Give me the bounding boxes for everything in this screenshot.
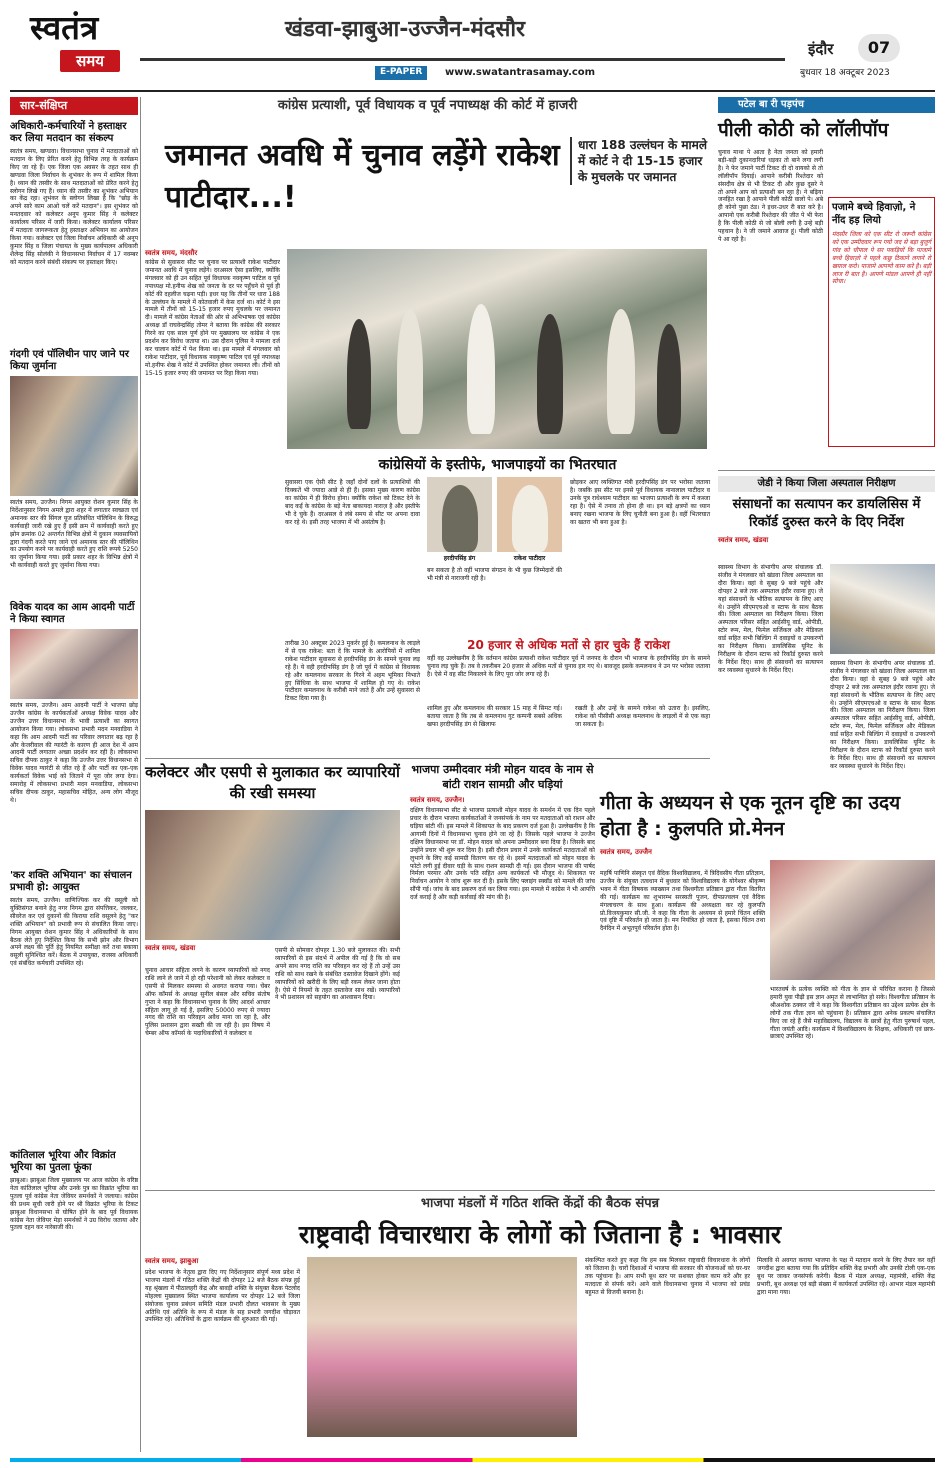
photo-figure: [397, 309, 423, 434]
gita-photo: [770, 860, 935, 980]
header-rule: [10, 90, 935, 92]
brief-photo: [10, 376, 138, 496]
collector-story: [145, 762, 400, 1187]
lead-text-col1: कांग्रेस से सुवासरा सीट पर चुनाव पर प्रत्याशी राकेश पाटीदार जमानत अवधि में चुनाव लड़ेंगे। दरअसल ऐसा इसलिए, क्योंकि मंगलवार को ही उन सहित पूर्व विधायक नवकृष्ण पाटिल व पूर्व नपाध्यक्ष मो.हनीफ शेख को जनता के दर पर पहुँचने से पूर्व ही कोर्ट की दहलीज चढ़ना पड़ी। इधर यह कि तीनों पर धारा 188 के उल्लंघन के मामले में कोतवाली में केस दर्ज था। कोर्ट ने इस मामले में तीनों को 15-15 हजार रुपए मुचलके पर जमानत दी। मामले में कांग्रेस नेताओं की ओर से अभिभाषक एवं कांग्रेस अध्यक्ष डॉ राघवेन्द्रसिंह तोमर ने बताया कि कांग्रेस की सरकार गिरने का एक साल पूर्ण होने पर मुख्यालय पर कांग्रेस ने एक प्रदर्शन कर विरोध जताया था। उस दौरान पुलिस ने मामला दर्ज कर चालान कोर्ट में पेश किया था। इस मामले में मंगलवार को राकेश पाटीदार, पूर्व विधायक नवकृष्ण पाटिल एवं पूर्व नपाध्यक्ष मो.हनीफ शेख ने कोर्ट में उपस्थित होकर जमानत ली। तीनों को 15-15 हजार रुपए की जमानत पर रिहा किया गया।: [145, 259, 280, 377]
edition-city: इंदौर: [808, 40, 834, 58]
bottom-text-col2: संकल्पित करते हुए कहा कि हम सब मिलकर राष्ट्रवादी विचारधारा के लोगों को जिताना है। चारों दिशाओं में भाजपा की सरकार की योजनाओं को घर-घर तक पहुंचाना है। आप सभी बूथ स्तर पर सशक्त होकर काम करें और हर मतदाता से संपर्क करें। आने वाले विधानसभा चुनाव में भाजपा को प्रचंड बहुमत से विजयी बनाना है।: [585, 1257, 750, 1296]
brief-title: गंदगी एवं पॉलिथीन पाए जाने पर किया जुर्माना: [10, 349, 129, 372]
site-url[interactable]: www.swatantrasamay.com: [445, 67, 596, 78]
right-text-2: स्वास्थ्य विभाग के संभागीय अपर संचालक डॉ. संजीव ने मंगलवार को खंडवा जिला अस्पताल का दौरा किया। वहां वे सुबह 9 बजे पहुंचे और दोपहर 2 बजे तक अस्पताल इंदौर रवाना हुए। जे यहां संसाधनों के भौतिक सत्यापन के लिए आए थे। उन्होंने सीएमएचओ व स्टाफ के साथ बैठक की। जिला अस्पताल का निरीक्षण किया। जिला अस्पताल परिसर सहित आईसीयू वार्ड, ओपीडी, स्टोर रूम, मेल, फिमेल सर्जिकल और मेडिकल वार्ड सहित सभी बिल्डिंग में दवाइयों व उपकरणों का निरीक्षण किया। डायलिसिस यूनिट के निरीक्षण के दौरान स्टाफ को रिकॉर्ड दुरुस्त करने के निर्देश दिए। साथ ही संसाधनों का सत्यापन कर व्यवस्था सुधारने के निर्देश दिए।: [830, 660, 935, 770]
photo-figure: [657, 324, 681, 434]
sub-text-mid: बन सकता है तो वहीं भाजपा संगठन के भी कुछ जिम्मेदारों की भी मंत्री से नाराजगी रही है।: [427, 567, 562, 582]
bottom-text-col1: प्रदेश भाजपा के नेतृत्व द्वारा दिए गए निर्देशानुसार संपूर्ण मध्य प्रदेश में भाजपा मंडलों में गठित शक्ति केंद्रों की दोपहर 12 बजे बैठक संपन्न हुई यह श्रृंखला में पीठालहरी केंद्र और बावड़ी शक्ति के संयुक्त बैठक पेटलोद मोहल्ला मुख्यालय स्थित भाजपा कार्यालय पर दोपहर 12 बजे जिला संयोजक चुनाव प्रबंधन समिति मंडल प्रभारी दौलत भावसार के मुख्य अतिथि एवं अतिथि के रूप में मंडल के सह प्रभारी जगदीश घोड़ावत उपस्थित रहे। अतिथियों के द्वारा कार्यक्रम की शुरुआत की गई।: [145, 1269, 300, 1324]
byline-text: स्वतंत्र समय, उज्जैन।: [410, 796, 465, 804]
bottom-story: [145, 1195, 935, 1452]
divider: [140, 97, 141, 1452]
photo-figure: [347, 319, 371, 429]
brief-title: कांतिलाल भूरिया और विक्रांत भूरिया का पुतला फूंका: [10, 1150, 116, 1173]
brief-text: स्वतंत्र समय, खण्डवा। विधानसभा चुनाव में मतदाताओं को मतदान के लिए प्रेरित करने हेतु विभिन्न तरह के कार्यक्रम किए जा रहे हैं। एक जिला एक अवसर के तहत साथ ही खण्डवा जिला निर्वाचन के शुभंकर के रूप में शामिल किया है। ध्यान की तस्वीर के साथ मतदाताओं को प्रेरित करने हेतु स्लोगन लिखे गए हैं। ध्यान की तस्वीर का शुभंकर अभियान का केंद्र रहा। शुभंकर के स्लोगन लिखा है कि "छोड़ के अपने सारे काम आओ चलें करें मतदान"। इस शुभंकर को मनतदवार को कलेक्टर अनूप कुमार सिंह ने कलेक्टर कार्यालय परिसर में जारी किया। कलेक्टर कार्यालय परिसर में मतदाता जागरूकता हेतु हस्ताक्षर अभियान का आयोजन किया गया। कलेक्टर एवं जिला निर्वाचन अधिकारी श्री अनूप कुमार सिंह व जिला पंचायत के मुख्य कार्यपालन अधिकारी शैलेन्द्र सिंह सोलंकी ने विधानसभा निर्वाचन में 17 नवम्बर को मतदान करने संबंधी संकल्प पर हस्ताक्षर किए।: [10, 148, 138, 266]
sub-title: कांग्रेसियों के इस्तीफे, भाजपाइयों का भितरघात: [378, 457, 617, 473]
sub-text-left: सुवासरा एक ऐसी सीट है जहाँ दोनों दलों के प्रत्याशियों की दिक्कतें भी ज्यादा आन्ने से ही हैं। इसका मुख्य कारण कांग्रेस का कांग्रेस में ही विरोध होना। क्योंकि राकेश को टिकट देने के बाद कईं के कांग्रेस के बड़े नेता बाकायदा नाराज़ है और इस्तीफे भी दे चुके हैं। दरअसल वे लंबे समय से सीट पर अपना दावा कर रहे थे। इसी तरह भाजपा में भी असंतोष है।: [285, 479, 420, 526]
right-text: चुनाव माथा पे आता है नेता जनता को हमारी बड़ी-बड़ी दुकानदारियां धड़का तो बाने लगा लगी है। ने फेर जमाने पार्टी टिकट दी दो वायको से तो लॉलीपॉप दियाई। आपाने करीबी रिश्तेदार को संसदीय क्षेत्र से भी टिकट दी और कुछ दूसरे ने तो अपने आप को प्रत्याशी बन रहा है। ने बढ़िया जनहित रखा है आपाने पीली कोठी वालो पे। अबे ही कोनो पुछा ठंड। ने इधर-उधर री बात करे है। आपानो एक करीबी रिश्तेदार की जीत पे भी फेरा है कि पीली कोठी से जो बोली लगी है उन्हे बड़ी पहचान है। ने जी जमाने आवाज हूं। पीली कोठी पे आ रहो है।: [718, 149, 823, 243]
story-title: कलेक्टर और एसपी से मुलाकात कर व्यापारियों की रखी समस्या: [145, 763, 400, 802]
candidate-caption: राकेश पाटीदार: [513, 555, 546, 562]
sub-text: वहीं वह उल्लेखनीय है कि वर्तमान कांग्रेस प्रत्याशी राकेश पाटीदार पूर्व में जनपद के दौरान भी भाजपा के हरदीपसिंह डंग के सामने चुनाव लड़ चुके हैं। तब वे तकरीबन 20 हजार से अधिक मतों से चुनाव हार गए थे। बावजूद इसके कमलनाथ ने उन पर भरोसा जताया है। ऐसे में वह सीट निकालने के लिए पूरा जोर लगा रहे हैं।: [427, 655, 711, 678]
photo-figure: [537, 314, 563, 434]
sub-title: 20 हजार से अधिक मतों से हार चुके हैं राकेश: [467, 638, 670, 652]
left-column: [10, 97, 138, 1452]
right-title: पीली कोठी को लॉलीपॉप: [718, 119, 889, 141]
brief-text: स्वतंत्र समय, उज्जैन। निगम आयुक्त रोशन कुमार सिंह के निर्देशानुसार निगम अमले द्वारा शहर में लगातार स्वच्छता एवं अमानक स्तर की सिंगल यूज प्रतिबंधित पॉलिथिन के विरुद्ध कार्यवाही जारी रखे हुए हैं इसी क्रम में कार्यवाही करते हुए झोन क्रमांक 02 अन्तर्गत विभिन्न क्षेत्रों में दुकान व्यवसायियों द्वारा गंदगी करते पाए जाने एवं अमानक स्तर की पॉलिथिन का उपयोग करने पर कार्यवाही करते हुए राशि रूपये 5250 का जुर्माना किया गया। इसी प्रकार शहर के विभिन्न क्षेत्रों में भी कार्यवाही करते हुए जुर्माना किया गया।: [10, 499, 138, 570]
brief-title: अधिकारी-कर्मचारियों ने हस्ताक्षर कर लिया मतदान का संकल्प: [10, 121, 127, 144]
section-label: पटेल बा री पड़पंच: [718, 97, 935, 113]
photo-figure: [442, 485, 478, 552]
candidate-caption: हरदीपसिंह डंग: [443, 555, 476, 562]
section-label: सार-संक्षिप्त: [10, 97, 138, 115]
story-text: दक्षिण विधानसभा सीट से भाजपा प्रत्याशी मोहन यादव के समर्थन में एक दिन पहले प्रचार के दौरान भाजपा कार्यकर्ताओं ने जनसंपर्क के नाम पर मतदाताओं को राशन और घड़िया बांटी थीं। इस मामले में शिकायत के बाद प्रकरण दर्ज हुआ है। उल्लेखनीय है कि आगामी दिनों में विधानसभा चुनाव होने जा रहे हैं। जिसके पहले भाजपा ने उज्जैन दक्षिण विधानसभा पर डॉ. मोहन यादव को अपना उम्मीदवार बना दिया है। जिसके बाद उन्होंने प्रचार भी शुरू कर दिया है। इसी दौरान प्रचार में उनके कार्यकर्ता मतदाताओं को लुभाने के लिए कई सामग्री वितरण कर रहे थे। इसमें मतदाताओं को मोहन यादव के फोटो लगी हुई दीवार घड़ी के साथ राशन सामग्री दी गई। इस दौरान भाजपा की पार्षद निर्मला परमार और उनके पति सहित अन्य कार्यकर्ता भी मौजूद थे। शिकायत पर निर्वाचन आयोग ने जांच शुरू कर दी है। इसके लिए फ्लाइंग स्क्वॉड को मामले की जांच सौंपी गई। जांच के बाद प्रकरण दर्ज कर लिया गया। इस मामले में कांग्रेस ने भी आपत्ति दर्ज कराई है और कड़ी कार्रवाई की मांग की है।: [410, 807, 595, 902]
story-title: गीता के अध्ययन से एक नूतन दृष्टि का उदय होता है : कुलपति प्रो.मेनन: [600, 792, 901, 840]
lead-headline: जमानत अवधि में चुनाव लड़ेंगे राकेश पाटीदार...!: [165, 138, 560, 215]
candidate-photo: [427, 477, 492, 552]
right-kicker: जेडी ने किया जिला अस्पताल निरीक्षण: [718, 476, 935, 492]
right-top-story: [718, 97, 935, 467]
story-text-col2: भारतवर्ष के प्रत्येक व्यक्ति को गीता के ज्ञान से परिचित कराना है जिससे हमारी युवा पीढ़ी इस ज्ञान अमृत से लाभान्वित हो सके। विश्वगीता प्रतिष्ठान के श्रीअशोक ठक्कर जी ने कहा कि विश्वगीता प्रतिष्ठान का उद्देश्य प्रत्येक क्षेत्र के लोगों तक गीता ज्ञान को पहुंचाना है। प्रतिष्ठान द्वारा अनेक प्रकल्प संचालित किए जा रहे हैं जैसे महाविद्यालय, विद्यालय के छात्रों हेतु गीता पुरुषार्थ पहल, गीता जयंती आदि। कार्यक्रम में विश्वविद्यालय के शिक्षक, अधिकारी एवं छात्र-छात्राएं उपस्थित रहे।: [770, 986, 935, 1041]
divider: [145, 1190, 935, 1191]
sub-text-left: शामिल हुए और कमलनाथ की सरकार 15 माह में सिमट गई। बताया जाता है कि तब से कमलनाथ गुट कम्पनी सबसे अधिक खफा हरदीपसिंह डंग से खिलाफ: [427, 705, 562, 728]
logo-top: स्वतंत्र: [30, 8, 99, 47]
lead-side-text: धारा 188 उल्लंघन के मामले में कोर्ट ने दी 15-15 हजार के मुचलके पर जमानत: [570, 137, 708, 185]
epaper-label: E-PAPER: [375, 66, 427, 80]
edition-date: बुधवार 18 अक्टूबर 2023: [800, 68, 890, 78]
masthead: [0, 0, 945, 88]
masthead-bar: [140, 58, 785, 61]
right-box: [828, 197, 935, 447]
divider: [145, 758, 710, 759]
story-title: भाजपा उम्मीदवार मंत्री मोहन यादव के नाम से बांटी राशन सामग्री और घड़ियां: [411, 763, 594, 791]
brief-photo: [10, 629, 138, 699]
bottom-text-col3: मिलावि से अवगत कराया भाजपा के पक्ष में मतदान करने के लिए तैयार कर वहीं जगदीश द्वारा बताया गया कि प्रतिदिन शक्ति केंद्र प्रभारी और उनकी टोली एक-एक बूथ पर जाकर जनसंपर्क करेगी। बैठक में मंडल अध्यक्ष, महामंत्री, शक्ति केंद्र प्रभारी, बूथ अध्यक्ष एवं बड़ी संख्या में कार्यकर्ता उपस्थित रहे। आभार मंडल महामंत्री द्वारा माना गया।: [757, 1257, 935, 1296]
brief-text: झाबुआ। झाबुआ जिला मुख्यालय पर आज कांग्रेस के वरिष्ठ नेता कांतिलाल भूरिया और उनके पुत्र का विक्रांत भूरिया का पुतला पूर्व कांग्रेस नेता जेवियर समर्थकों ने जलाया। कांग्रेस की प्रथम सूची जारी होने पर श्री विक्रांत भूरिया के टिकट झाबुआ विधानसभा से घोषित होने के बाद पूर्व विधायक कांग्रेस नेता जेवियर मेड़ा समर्थकों ने उग्र विरोध जताया और पुतला दहन कर नारेबाजी की।: [10, 1177, 138, 1232]
bottom-kicker: भाजपा मंडलों में गठित शक्ति केंद्रों की बैठक संपन्न: [420, 1196, 660, 1211]
sub-text-right: रखती है और उन्हें के सामने राकेश को उतारा है। इसलिए, राकेश को पीसीसी अध्यक्ष कमलनाथ के लाड़लों में से एक कहा जा सकता है।: [575, 705, 710, 728]
lead-kicker: कांग्रेस प्रत्याशी, पूर्व विधायक व पूर्व नपाध्यक्ष की कोर्ट में हाजरी: [277, 98, 578, 113]
bottom-headline: राष्ट्रवादी विचारधारा के लोगों को जिताना है : भावसार: [298, 1220, 782, 1249]
photo-figure: [467, 304, 495, 434]
box-text: मंदसौर जिला को एक सीट रो जरूरी कांग्रेस को एक उम्मीदवार रूप गयो जद से बड़ा बुजुर्ग गांव को चौपाल पे सर पकड़ियों कि पाजामे बच्चे हिवाज़ो ने पहले कछु ठिकाने लगाने रो खयाल करो। पाजामे आपणो काम करे है। बड़ी लाज री बात है। आपणे मांडल आपणे ही नहीं सोचा।: [832, 231, 931, 286]
brief-text: स्वतंत्र समय, उज्जैन। वाणिज्यिक कर की वसूली को युक्तिसंगत बनाने हेतु नगर निगम द्वारा संपत्तिकर, जलकर, सीवरेज कर एवं दुकानों की किराया राशि वसूलने हेतु "कर शक्ति अभियान" को प्रभावी रूप से संचालित किया जाए। निगम आयुक्त रोशन कुमार सिंह ने अधिकारियों के साथ बैठक लेते हुए निर्देशित किया कि सभी झोन और विभाग अपने लक्ष्य की पूर्ति हेतु नियमित समीक्षा करें तथा बकाया वसूली सुनिश्चित करें। बैठक में उपायुक्त, राजस्व अधिकारी एवं संबंधित कर्मचारी उपस्थित रहे।: [10, 897, 138, 968]
brief-title: विवेक यादव का आम आदमी पार्टी ने किया स्वागत: [10, 602, 135, 625]
story-text-col1: चुनाव आचार संहिता लगने के कारण व्यापारियों को नगद राशि लाने ले जाने में हो रही परेशानी को लेकर कलेक्टर व एसपी से मिलकर समस्या से अवगत कराया गया। चेंबर ऑफ कॉमर्स के अध्यक्ष सुनील बंसल और सचिव संतोष गुप्ता ने कहा कि विधानसभा चुनाव के लिए आदर्श आचार संहिता लागू हो गई है, इसलिए 50000 रुपए से ज्यादा नगद की राशि का परिवहन अवैध माना जा रहा है, और पुलिस प्रशासन द्वारा सख्ती की जा रही है। इस विषय में चेम्बर ऑफ कॉमर्स के पदाधिकारियों ने कलेक्टर व: [145, 967, 270, 1038]
right-hospital-story: [718, 476, 935, 776]
collector-photo: [145, 810, 400, 940]
right-text: स्वास्थ्य विभाग के संभागीय अपर संचालक डॉ. संजीव ने मंगलवार को खंडवा जिला अस्पताल का दौरा किया। वहां वे सुबह 9 बजे पहुंचे और दोपहर 2 बजे तक अस्पताल इंदौर रवाना हुए। जे यहां संसाधनों के भौतिक सत्यापन के लिए आए थे। उन्होंने सीएमएचओ व स्टाफ के साथ बैठक की। जिला अस्पताल का निरीक्षण किया। जिला अस्पताल परिसर सहित आईसीयू वार्ड, ओपीडी, स्टोर रूम, मेल, फिमेल सर्जिकल और मेडिकल वार्ड सहित सभी बिल्डिंग में दवाइयों व उपकरणों का निरीक्षण किया। डायलिसिस यूनिट के निरीक्षण के दौरान स्टाफ को रिकॉर्ड दुरुस्त करने के निर्देश दिए। साथ ही संसाधनों का सत्यापन कर व्यवस्था सुधारने के निर्देश दिए।: [718, 564, 823, 674]
masthead-cities: खंडवा-झाबुआ-उज्जैन-मंदसौर: [285, 17, 526, 42]
hospital-photo: [830, 564, 935, 654]
box-title: पजामे बच्चे हिवाज़ो, ने नींद हड़ लियो: [832, 202, 916, 226]
lead-byline: [145, 249, 280, 258]
divider: [718, 470, 935, 471]
logo-bottom: समय: [60, 50, 120, 72]
sub-text-right: छोड़कर आए व्यक्तिगत मंत्री हरदीपसिंह डंग पर भरोसा जताया है। जबकि इस सीट पर इनसे पूर्व विधायक नानालाल पाटीदार व उनके पुत्र राधेश्याम पाटीदार का भाजपा प्रत्याशी के रूप में कब्जा रहा है। ऐसे में तनाव तो होना ही था। इन बड़े क्षत्रपों का ध्यान बनाए रखना भाजपा के लिए चुनौती बना हुआ है। वहीं भितरघात का खतरा भी बना हुआ है।: [570, 479, 710, 526]
byline-text: स्वतंत्र समय, खंडवा: [718, 536, 769, 544]
sub-story-congress: [285, 455, 710, 630]
sub-story-defeat: [427, 637, 710, 752]
bottom-photo: [307, 1257, 577, 1437]
candidate-photo: [497, 477, 562, 552]
bjp-ration-story: [410, 762, 595, 1187]
lead-photo: [287, 249, 707, 449]
page-number: 07: [858, 34, 900, 62]
lead-text-col3: तारीख 30 अक्टूबर 2023 मुकर्रर हुई है। कमलनाथ के लाड़ले में से एक राकेश: बता दें कि मामले के आरोपियों में शामिल राकेश पाटीदार सुवासरा से हरदीपसिंह डंग के सामने चुनाव लड़ रहे हैं। ये वही हरदीपसिंह डंग है जो पूर्व में कांग्रेस से विधायक रहे और कमलनाथ सरकार के गिरने में अहम भूमिका निभाते हुए सिंधिया के साथ भाजपा में शामिल हो गए थे। राकेश पाटीदार कमलनाथ के करीबी माने जाते हैं और उन्हें सुवासरा से टिकट दिया गया है।: [285, 640, 420, 703]
brief-text: स्वतंत्र समय, उज्जैन। आम आदमी पार्टी ने भाजपा छोड़ उज्जैन कांग्रेस के कार्यकर्ताओं अध्यक्ष विवेक यादव और उज्जैन उत्तर विधानसभा के भावी प्रत्याशी का स्वागत आयोजन किया गया। लोकसभा प्रभारी मदन मनवाडिया ने कहा कि आम आदमी पार्टी का परिवार लगातार बढ़ रहा है और केजरीवाल की ग्यारंटी के कारण ही आज देश में आम आदमी पार्टी लगातार अच्छा प्रदर्शन कर रही है। लोकसभा सचिव दीपक ठाकुर ने कहा कि उज्जैन उत्तर विधानसभा से विवेक यादव ग्यारंटी से जीत रहे हैं और पार्टी का एक-एक कार्यकर्ता विवेक भाई को जिताने में पूरा जोर लगा देगा। समारोह में लोकसभा प्रभारी मदन मनवाडिया, लोकसभा सचिव दीपक ठाकुर, महासचिव मोहित, अन्य लोग मौजूद थे।: [10, 702, 138, 804]
story-text-col2: एसपी से सोमवार दोपहर 1.30 बजे मुलाकात की। सभी व्यापारियों से इस संदर्भ में अपील की गई है कि वो सब अपने साथ नगद राशि का परिवहन कर रहे हैं तो उन्हें उस राशि को साथ रखने के संबंधित दस्तावेज दिखाने होंगे। कई व्यापारियों को खरीदी के लिए बड़ी रकम लेकर जाना होता है। ऐसे में नियमों के तहत दस्तावेज साथ रखें। व्यापारियों ने भी प्रशासन को सहयोग का आश्वासन दिया।: [275, 947, 400, 1002]
byline-text: स्वतंत्र समय, मंदसौर: [145, 249, 198, 257]
brief-title: 'कर शक्ति अभियान' का संचालन प्रभावी हो: आयुक्त: [10, 870, 132, 893]
right-title: संसाधनों का सत्यापन कर डायलिसिस में रिकॉर्ड दुरुस्त करने के दिए निर्देश: [732, 497, 921, 530]
photo-figure: [607, 309, 635, 434]
byline-text: स्वतंत्र समय, उज्जैन: [600, 848, 652, 856]
byline-text: स्वतंत्र समय, झाबुआ: [145, 1257, 199, 1265]
story-text-col1: महर्षि पाणिनि संस्कृत एवं वैदिक विश्वविद्यालय, में त्रिदिवसीय गीता प्रतिज्ञान, उज्जैन के संयुक्त तत्वधान में बुधवार को विश्वविद्यालय के योगेश्वर श्रीकृष्ण भवन में गीता विषयक व्याख्यान तथा विश्वगीता प्रतिष्ठान द्वारा गीता वितरित की गई। कार्यक्रम का शुभारम्भ सरस्वती पूजन, दीपप्रज्वलन एवं वैदिक मंगलाचरण के साथ हुआ। कार्यक्रम की अध्यक्षता कर रहे कुलपति प्रो.विजयकुमार सी.जी. ने कहा कि गीता के अध्ययन से हमारे चिंतन शक्ति एवं दृष्टि में परिवर्तन हो जाता है। मन नियंत्रित हो जाता है, इसका चिंतन तथा दैनंदिन में अभूतपूर्व परिवर्तन होता है।: [600, 870, 765, 933]
gita-story: [600, 790, 935, 1190]
color-strip: [10, 1458, 935, 1462]
photo-figure: [512, 485, 548, 552]
byline-text: स्वतंत्र समय, खंडवा: [145, 944, 196, 952]
